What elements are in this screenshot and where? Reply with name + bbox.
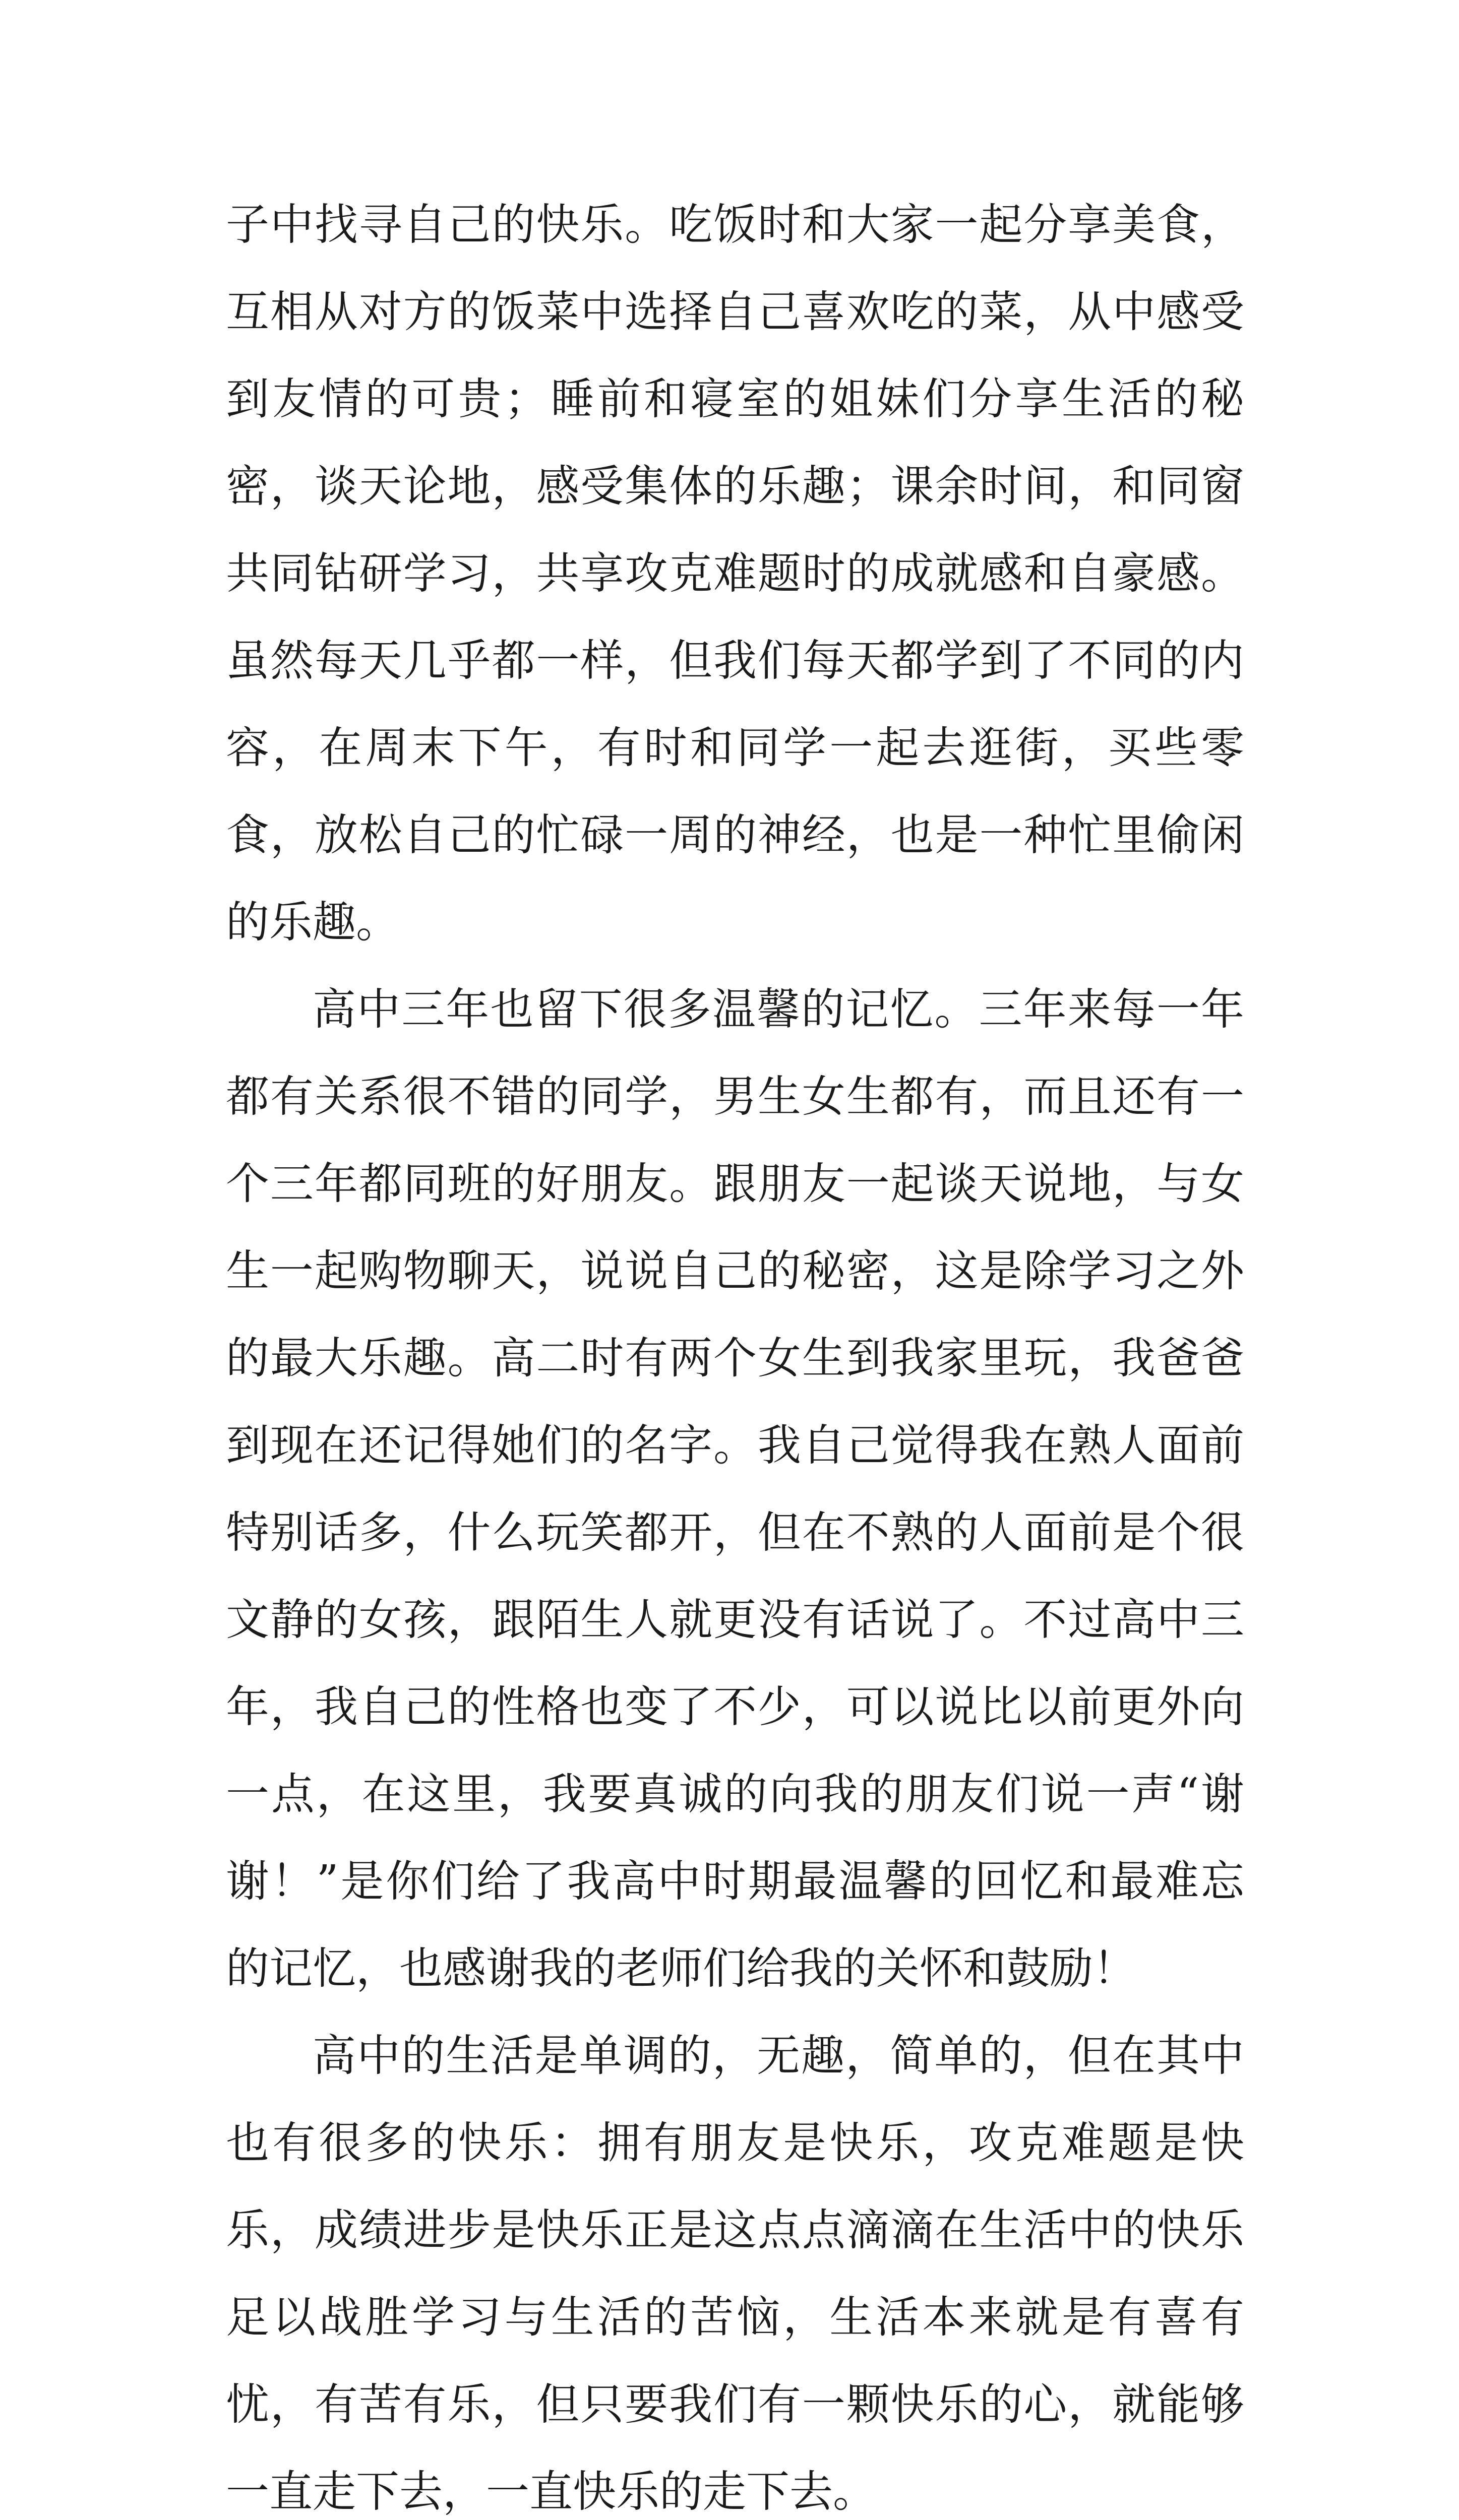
paragraph-2: 高中三年也留下很多温馨的记忆。三年来每一年都有关系很不错的同学，男生女生都有，而且还有一个三年都同班的好朋友。跟朋友一起谈天说地，与女生一起购物聊天，说说自己的秘密，这是除学习之外的最大乐趣。高二时有两个女生到我家里玩，我爸爸到现在还记得她们的名字。我自己觉得我在熟人面前特别话多，什么玩笑都开，但在不熟的人面前是个很文静的女孩，跟陌生人就更没有话说了。不过高中三年，我自己的性格也变了不少，可以说比以前更外向一点，在这里，我要真诚的向我的朋友们说一声“谢谢！”是你们给了我高中时期最温馨的回忆和最难忘的记忆，也感谢我的老师们给我的关怀和鼓励！ [226, 984, 1244, 1994]
paragraph-3: 高中的生活是单调的，无趣，简单的，但在其中也有很多的快乐：拥有朋友是快乐，攻克难题是快乐，成绩进步是快乐正是这点点滴滴在生活中的快乐足以战胜学习与生活的苦恼，生活本来就是有喜有忧，有苦有乐，但只要我们有一颗快乐的心，就能够一直走下去，一直快乐的走下去。 [226, 2031, 1244, 2517]
document-body [226, 181, 1244, 2520]
paragraph-1: 子中找寻自己的快乐。吃饭时和大家一起分享美食，互相从对方的饭菜中选择自己喜欢吃的菜，从中感受到友情的可贵；睡前和寝室的姐妹们分享生活的秘密，谈天论地，感受集体的乐趣；课余时间，和同窗共同钻研学习，共享攻克难题时的成就感和自豪感。虽然每天几乎都一样，但我们每天都学到了不同的内容，在周末下午，有时和同学一起去逛街，买些零食，放松自己的忙碌一周的神经，也是一种忙里偷闲的乐趣。 [226, 200, 1244, 948]
